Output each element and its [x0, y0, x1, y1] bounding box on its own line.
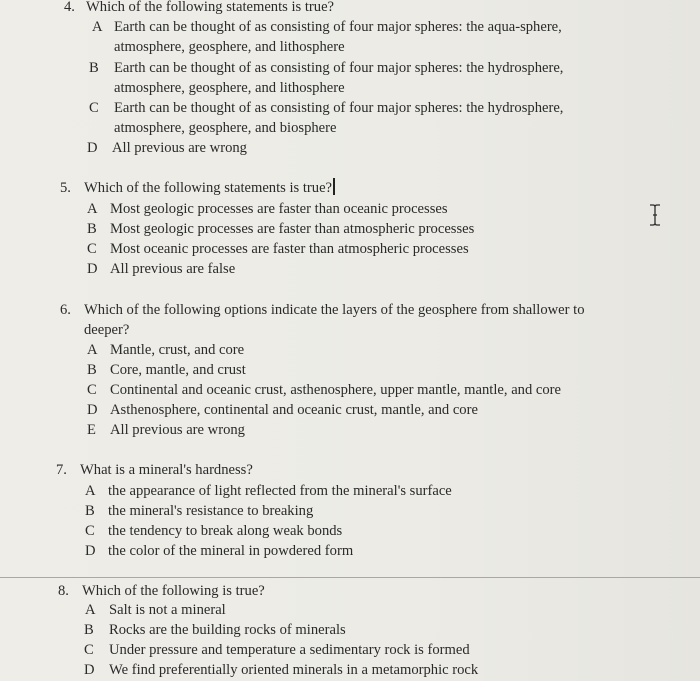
option-letter[interactable]: B — [84, 622, 94, 638]
question-text-value: Which of the following statements is true? — [84, 180, 333, 196]
option-letter[interactable]: C — [84, 642, 94, 658]
option-letter[interactable]: D — [84, 662, 95, 678]
question-text: What is a mineral's hardness? — [80, 462, 253, 478]
option-letter[interactable]: D — [87, 140, 98, 156]
option-letter[interactable]: E — [87, 422, 96, 438]
option-letter[interactable]: D — [87, 261, 98, 277]
option-text[interactable]: Most oceanic processes are faster than atmospheric processes — [110, 241, 469, 257]
option-text[interactable]: Asthenosphere, continental and oceanic crust, mantle, and core — [110, 402, 478, 418]
option-text[interactable]: the mineral's resistance to breaking — [108, 503, 314, 519]
option-letter[interactable]: C — [87, 241, 97, 257]
question-number: 7. — [56, 462, 67, 478]
option-letter[interactable]: B — [89, 60, 99, 76]
option-letter[interactable]: A — [85, 602, 96, 618]
option-text[interactable]: Most geologic processes are faster than atmospheric processes — [110, 221, 475, 237]
option-text[interactable]: All previous are wrong — [112, 140, 247, 156]
option-letter[interactable]: D — [87, 402, 98, 418]
option-text[interactable]: Under pressure and temperature a sedimentary rock is formed — [109, 642, 470, 658]
option-text[interactable]: Core, mantle, and crust — [110, 362, 246, 378]
option-text[interactable]: Salt is not a mineral — [109, 602, 226, 618]
question-number: 4. — [64, 0, 75, 15]
question-text: Which of the following statements is true? — [86, 0, 335, 15]
option-letter[interactable]: B — [87, 362, 97, 378]
option-letter[interactable]: B — [85, 503, 95, 519]
option-text[interactable]: the appearance of light reflected from the mineral's surface — [108, 483, 452, 499]
question-text — [84, 178, 335, 198]
option-text[interactable]: We find preferentially oriented minerals in a metamorphic rock — [109, 662, 479, 678]
option-letter[interactable]: C — [85, 523, 95, 539]
option-text[interactable]: Earth can be thought of as consisting of four major spheres: the aqua-sphere, — [114, 19, 562, 35]
option-text[interactable]: the color of the mineral in powdered form — [108, 543, 354, 559]
option-text-continued[interactable]: atmosphere, geosphere, and lithosphere — [114, 39, 345, 55]
i-beam-cursor-icon — [648, 204, 662, 226]
question-text: Which of the following is true? — [82, 583, 265, 599]
option-text[interactable]: Rocks are the building rocks of minerals — [109, 622, 346, 638]
option-text-continued[interactable]: atmosphere, geosphere, and biosphere — [114, 120, 337, 136]
option-letter[interactable]: A — [87, 201, 98, 217]
question-text-continued: deeper? — [84, 322, 130, 338]
option-text[interactable]: Earth can be thought of as consisting of four major spheres: the hydrosphere, — [114, 60, 564, 76]
question-number: 6. — [60, 302, 71, 318]
question-text: Which of the following options indicate the layers of the geosphere from shallower to — [84, 302, 585, 318]
option-letter[interactable]: A — [87, 342, 98, 358]
option-letter[interactable]: A — [85, 483, 96, 499]
option-text[interactable]: All previous are wrong — [110, 422, 245, 438]
option-text[interactable]: All previous are false — [110, 261, 236, 277]
option-text[interactable]: Earth can be thought of as consisting of four major spheres: the hydrosphere, — [114, 100, 564, 116]
option-letter[interactable]: C — [89, 100, 99, 116]
option-letter[interactable]: A — [92, 19, 103, 35]
text-caret — [333, 178, 335, 195]
option-text-continued[interactable]: atmosphere, geosphere, and lithosphere — [114, 80, 345, 96]
option-text[interactable]: Continental and oceanic crust, asthenosphere, upper mantle, mantle, and core — [110, 382, 562, 398]
option-letter[interactable]: D — [85, 543, 96, 559]
section-divider — [0, 577, 700, 578]
option-text[interactable]: Mantle, crust, and core — [110, 342, 245, 358]
question-number: 8. — [58, 583, 69, 599]
option-letter[interactable]: C — [87, 382, 97, 398]
option-text[interactable]: the tendency to break along weak bonds — [108, 523, 343, 539]
option-text[interactable]: Most geologic processes are faster than oceanic processes — [110, 201, 448, 217]
option-letter[interactable]: B — [87, 221, 97, 237]
question-number: 5. — [60, 180, 71, 196]
